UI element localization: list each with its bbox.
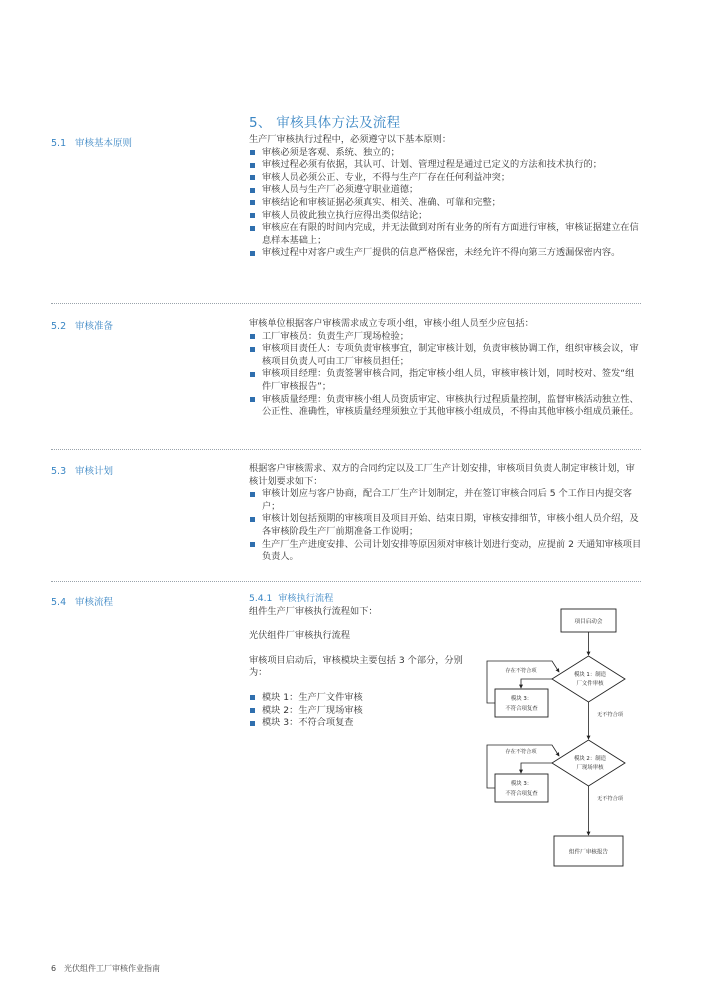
section-title: 审核计划 bbox=[75, 466, 114, 477]
section-title: 审核基本原则 bbox=[75, 138, 133, 149]
list-item: 审核过程必须有依据，其认可、计划、管理过程是通过已定义的方法和技术执行的； bbox=[249, 159, 642, 172]
flow-decision-2 bbox=[552, 740, 625, 786]
flow-decision-1-line2: 厂文件审核 bbox=[576, 681, 604, 687]
list-item: 工厂审核员：负责生产厂现场检验； bbox=[249, 331, 642, 344]
section-intro: 审核单位根据客户审核需求成立专项小组，审核小组人员至少应包括： bbox=[249, 318, 534, 329]
flow-recheck-1-line1: 模块 3： bbox=[510, 696, 533, 702]
flow-recheck-2-line2: 不符合项复查 bbox=[505, 791, 538, 797]
flow-decision-1 bbox=[552, 656, 625, 702]
flow-recheck-box-2 bbox=[495, 774, 548, 802]
list-item: 审核质量经理：负责审核小组人员资质审定、审核执行过程质量控制，监督审核活动独立性、公正性、准确性，审核质量经理须独立于其他审核小组成员，不得由其他审核小组成员兼任。 bbox=[249, 394, 642, 419]
flow-end-label: 组件厂审核报告 bbox=[568, 849, 609, 856]
flow-decision-2-line1: 模块 2：制造 bbox=[573, 756, 607, 762]
list-item: 审核必须是客观、系统、独立的； bbox=[249, 147, 642, 160]
subsection-number: 5.4.1 bbox=[249, 593, 273, 604]
section-title: 审核流程 bbox=[75, 597, 114, 608]
section-number: 5.4 bbox=[51, 597, 67, 608]
list-item: 审核结论和审核证据必须真实、相关、准确、可靠和完整； bbox=[249, 197, 642, 210]
footer-text: 光伏组件工厂审核作业指南 bbox=[64, 964, 160, 973]
flow-recheck-1-line2: 不符合项复查 bbox=[505, 706, 538, 712]
list-item: 模块 3：不符合项复查 bbox=[249, 717, 479, 730]
list-item: 审核人员必须公正、专业，不得与生产厂存在任何利益冲突； bbox=[249, 172, 642, 185]
flow-no-label-2: 无不符合项 bbox=[597, 796, 623, 802]
list-item: 审核过程中对客户或生产厂提供的信息严格保密，未经允许不得向第三方透漏保密内容。 bbox=[249, 247, 642, 260]
flow-connector bbox=[521, 763, 552, 773]
section-number: 5.3 bbox=[51, 466, 67, 477]
list-item: 审核应在有限的时间内完成，并无法做到对所有业务的所有方面进行审核，审核证据建立在信息样本基础上； bbox=[249, 222, 642, 247]
list-item: 审核项目经理：负责签署审核合同，指定审核小组人员，审核审核计划，同时校对、签发“组件厂审核报告”； bbox=[249, 368, 642, 393]
flow-decision-1-line1: 模块 1：制造 bbox=[573, 672, 607, 678]
page-title: 5、 审核具体方法及流程 bbox=[249, 115, 401, 131]
list-item: 生产厂生产进度安排、公司计划安排等原因须对审核计划进行变动，应提前 2 天通知审核项目负责人。 bbox=[249, 539, 642, 564]
list-item: 审核计划包括预期的审核项目及项目开始、结束日期，审核安排细节，审核小组人员介绍，及各审核阶段生产厂前期准备工作说明； bbox=[249, 513, 642, 538]
list-item: 审核计划应与客户协商，配合工厂生产计划制定，并在签订审核合同后 5 个工作日内提交客户； bbox=[249, 488, 642, 513]
section-intro: 生产厂审核执行过程中，必须遵守以下基本原则： bbox=[249, 134, 452, 145]
flow-decision-2-line2: 厂现场审核 bbox=[576, 765, 604, 771]
flow-yes-label-2: 存在不符合项 bbox=[505, 749, 537, 755]
flow-name: 光伏组件厂审核执行流程 bbox=[249, 630, 351, 642]
section-intro: 组件生产厂审核执行流程如下： bbox=[249, 605, 378, 617]
flow-start-label: 项目启动会 bbox=[574, 619, 603, 625]
flow-recheck-box-1 bbox=[495, 689, 548, 717]
section-intro: 根据客户审核需求、双方的合同约定以及工厂生产计划安排，审核项目负责人制定审核计划，审核计划要求如下： bbox=[249, 463, 635, 487]
page-number: 6 bbox=[51, 964, 57, 973]
section-number: 5.2 bbox=[51, 321, 67, 332]
flow-no-label-1: 无不符合项 bbox=[597, 712, 623, 718]
page-footer bbox=[51, 963, 160, 974]
section-title: 审核准备 bbox=[75, 321, 114, 332]
flow-recheck-2-line1: 模块 3： bbox=[510, 781, 533, 787]
list-item: 审核人员彼此独立执行应得出类似结论； bbox=[249, 210, 642, 223]
section-number: 5.1 bbox=[51, 138, 67, 149]
flow-connector bbox=[521, 679, 552, 688]
list-item: 模块 2：生产厂现场审核 bbox=[249, 705, 479, 718]
list-item: 审核人员与生产厂必须遵守职业道德； bbox=[249, 184, 642, 197]
list-item: 审核项目责任人：专项负责审核事宜，制定审核计划，负责审核协调工作，组织审核会议，审核项目负责人可由工厂审核员担任； bbox=[249, 343, 642, 368]
modules-intro: 审核项目启动后，审核模块主要包括 3 个部分，分别为： bbox=[249, 654, 463, 679]
subsection-label: 审核执行流程 bbox=[278, 593, 334, 604]
flow-yes-label-1: 存在不符合项 bbox=[505, 668, 537, 674]
list-item: 模块 1：生产厂文件审核 bbox=[249, 692, 479, 705]
